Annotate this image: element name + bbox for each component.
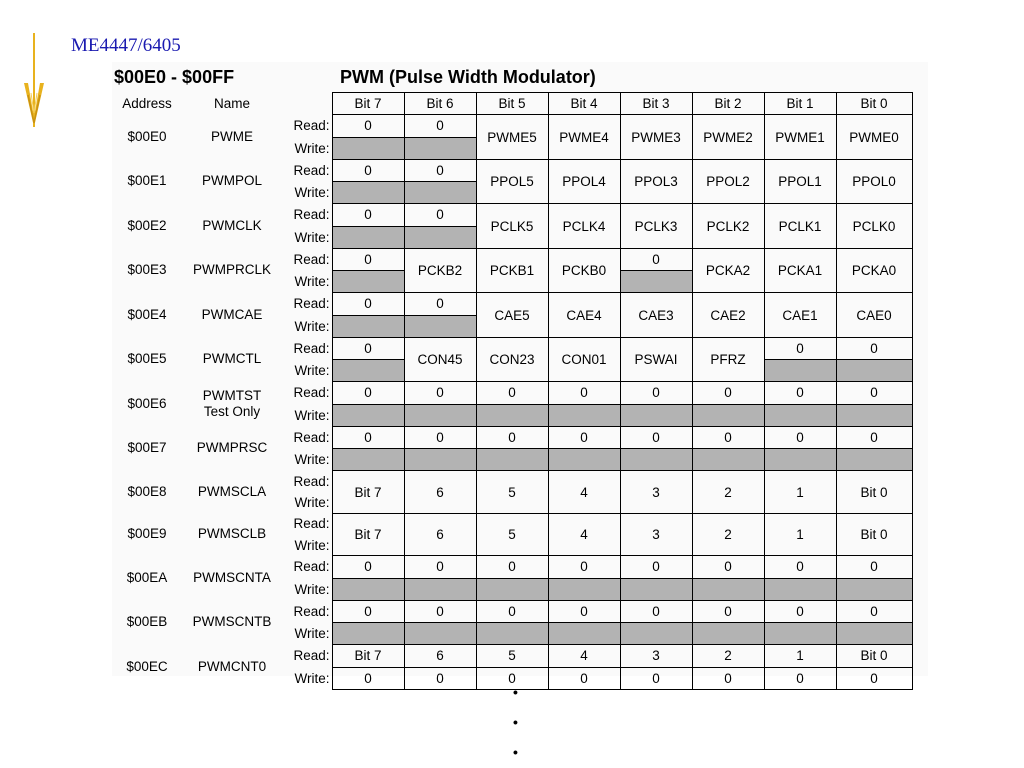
bit-read-cell: 0: [836, 600, 912, 622]
bit-read-cell: 0: [332, 337, 404, 359]
bit-read-cell: 1: [764, 645, 836, 667]
register-read-row: [112, 471, 912, 492]
bit-field-cell: 1: [764, 471, 836, 514]
bit-field-cell: PWME3: [620, 115, 692, 160]
bit-field-cell: PCKB1: [476, 248, 548, 293]
bit-field-cell: PSWAI: [620, 337, 692, 382]
bit-header: Bit 1: [764, 93, 836, 115]
bit-read-cell: 0: [692, 382, 764, 404]
register-name-text: PWMSCNTA: [193, 569, 271, 585]
write-label: Write:: [294, 495, 330, 511]
bit-write-cell-reserved: [476, 449, 548, 471]
register-address: $00E7: [127, 440, 167, 456]
register-name-text: PWMSCNTB: [192, 614, 272, 630]
register-name-text: PWMCLK: [202, 217, 262, 233]
name-header: Name: [213, 95, 250, 111]
read-label: Read:: [293, 648, 330, 664]
bit-read-cell: 0: [332, 426, 404, 448]
register-read-row: [112, 382, 912, 404]
register-address: $00E1: [127, 173, 167, 189]
register-address: $00EA: [126, 569, 168, 585]
bit-read-cell: 2: [692, 645, 764, 667]
bit-write-cell-reserved: [836, 360, 912, 382]
bit-field-cell: PCKB0: [548, 248, 620, 293]
read-label: Read:: [293, 207, 330, 223]
bit-write-cell-reserved: [620, 271, 692, 293]
bit-write-cell-reserved: [836, 404, 912, 426]
register-name: [182, 513, 282, 556]
bit-field-cell: PPOL3: [620, 159, 692, 204]
bit-field-cell: 1: [764, 513, 836, 556]
register-address: $00E4: [127, 306, 167, 322]
register-address: $00E3: [127, 262, 167, 278]
bit-read-cell: 0: [692, 426, 764, 448]
bit-write-cell-reserved: [332, 449, 404, 471]
write-label: Write:: [294, 537, 330, 553]
read-label: Read:: [293, 473, 330, 489]
bit-header: Bit 6: [404, 93, 476, 115]
bit-field-cell: PPOL4: [548, 159, 620, 204]
register-name: [182, 471, 282, 514]
bit-write-cell-reserved: [620, 623, 692, 645]
bit-write-cell-reserved: [404, 137, 476, 159]
bit-field-cell: PCKB2: [404, 248, 476, 293]
read-label: Read:: [293, 162, 330, 178]
bit-write-cell-reserved: [548, 623, 620, 645]
bit-field-cell: PCLK3: [620, 204, 692, 249]
bit-field-cell: Bit 0: [836, 471, 912, 514]
bit-write-cell-reserved: [332, 315, 404, 337]
bit-read-cell: 0: [404, 382, 476, 404]
register-name: [182, 248, 282, 293]
bit-field-cell: PPOL1: [764, 159, 836, 204]
bit-header: Bit 0: [836, 93, 912, 115]
register-name: [182, 204, 282, 249]
register-rows: [112, 115, 912, 690]
bit-write-cell: 0: [332, 667, 404, 689]
read-label: Read:: [293, 118, 330, 134]
register-name: [182, 159, 282, 204]
register-name-note: Test Only: [203, 404, 261, 419]
rw-header: [282, 93, 332, 115]
continuation-dot: •: [513, 744, 518, 760]
bit-field-cell: PWME5: [476, 115, 548, 160]
bit-read-cell: 6: [404, 645, 476, 667]
write-label: Write:: [294, 318, 330, 334]
write-label: Write:: [294, 229, 330, 245]
bit-field-cell: 4: [548, 513, 620, 556]
bit-read-cell: 0: [332, 600, 404, 622]
bit-field-cell: CAE2: [692, 293, 764, 338]
bit-read-cell: 0: [404, 556, 476, 578]
bit-read-cell: 0: [836, 382, 912, 404]
bit-field-cell: PCLK1: [764, 204, 836, 249]
bit-write-cell-reserved: [404, 578, 476, 600]
bit-field-cell: 6: [404, 513, 476, 556]
register-address: $00E2: [127, 217, 167, 233]
read-label: Read:: [293, 251, 330, 267]
table-header-row: [112, 93, 912, 115]
bit-read-cell: 0: [692, 600, 764, 622]
bit-field-cell: PCKA1: [764, 248, 836, 293]
bit-read-cell: 0: [764, 556, 836, 578]
bit-read-cell: 0: [764, 600, 836, 622]
write-label: Write:: [294, 140, 330, 156]
bit-write-cell-reserved: [476, 404, 548, 426]
register-read-row: [112, 293, 912, 315]
bit-read-cell: 0: [620, 600, 692, 622]
course-title: ME4447/6405: [71, 35, 181, 56]
register-name-text: PWMPOL: [201, 173, 262, 189]
bit-read-cell: 0: [404, 293, 476, 315]
bit-write-cell-reserved: [332, 578, 404, 600]
register-read-row: [112, 248, 912, 270]
bit-field-cell: 2: [692, 471, 764, 514]
bit-field-cell: 2: [692, 513, 764, 556]
write-label: Write:: [294, 274, 330, 290]
bit-read-cell: 0: [620, 426, 692, 448]
bit-field-cell: PCKA2: [692, 248, 764, 293]
register-read-row: [112, 426, 912, 448]
bit-read-cell: 0: [764, 337, 836, 359]
bit-write-cell: 0: [476, 667, 548, 689]
bit-write-cell-reserved: [548, 404, 620, 426]
bit-field-cell: PWME2: [692, 115, 764, 160]
register-read-row: [112, 159, 912, 181]
bit-field-cell: PPOL2: [692, 159, 764, 204]
bit-header: Bit 7: [332, 93, 404, 115]
bit-field-cell: Bit 7: [332, 513, 404, 556]
bit-write-cell-reserved: [692, 623, 764, 645]
bit-write-cell-reserved: [476, 623, 548, 645]
bit-write-cell-reserved: [332, 182, 404, 204]
bit-write-cell: 0: [404, 667, 476, 689]
register-name: [182, 600, 282, 645]
bit-read-cell: 0: [404, 159, 476, 181]
read-label: Read:: [293, 340, 330, 356]
bit-read-cell: 0: [620, 382, 692, 404]
bit-write-cell-reserved: [332, 404, 404, 426]
bit-read-cell: 0: [476, 426, 548, 448]
bit-write-cell: 0: [620, 667, 692, 689]
register-read-row: [112, 204, 912, 226]
read-label: Read:: [293, 516, 330, 532]
bit-read-cell: 0: [332, 293, 404, 315]
bit-read-cell: 0: [476, 556, 548, 578]
bit-read-cell: 0: [404, 426, 476, 448]
register-read-row: [112, 513, 912, 534]
bit-field-cell: PPOL5: [476, 159, 548, 204]
bit-read-cell: 3: [620, 645, 692, 667]
bit-read-cell: 0: [404, 115, 476, 137]
bit-read-cell: 0: [692, 556, 764, 578]
bit-write-cell-reserved: [764, 623, 836, 645]
bit-write-cell-reserved: [404, 623, 476, 645]
bit-write-cell-reserved: [692, 578, 764, 600]
bit-field-cell: Bit 0: [836, 513, 912, 556]
bit-read-cell: 0: [764, 426, 836, 448]
write-label: Write:: [294, 363, 330, 379]
bit-read-cell: 0: [332, 382, 404, 404]
address-header: Address: [122, 95, 172, 111]
bit-write-cell-reserved: [764, 449, 836, 471]
read-label: Read:: [293, 559, 330, 575]
bit-write-cell-reserved: [692, 449, 764, 471]
bit-field-cell: PCLK0: [836, 204, 912, 249]
bit-field-cell: CAE4: [548, 293, 620, 338]
register-name-text: PWMSCLA: [197, 483, 267, 499]
bit-write-cell-reserved: [548, 449, 620, 471]
register-name: [182, 382, 282, 427]
bit-read-cell: 0: [548, 426, 620, 448]
bit-write-cell-reserved: [836, 449, 912, 471]
register-address: $00E0: [127, 128, 167, 144]
bit-field-cell: CON23: [476, 337, 548, 382]
bit-read-cell: 0: [764, 382, 836, 404]
bit-write-cell-reserved: [620, 404, 692, 426]
register-address: $00E6: [127, 395, 167, 411]
bit-read-cell: 0: [332, 248, 404, 270]
bit-field-cell: Bit 7: [332, 471, 404, 514]
bit-write-cell-reserved: [692, 404, 764, 426]
bit-read-cell: 0: [548, 382, 620, 404]
bit-write-cell: 0: [836, 667, 912, 689]
bit-field-cell: PCLK5: [476, 204, 548, 249]
bit-field-cell: PWME0: [836, 115, 912, 160]
bit-field-cell: PPOL0: [836, 159, 912, 204]
bit-field-cell: PCLK2: [692, 204, 764, 249]
read-label: Read:: [293, 296, 330, 312]
register-name-text: PWMPRSC: [196, 440, 268, 456]
register-address: $00E9: [127, 526, 167, 542]
bit-read-cell: 0: [476, 382, 548, 404]
register-read-row: [112, 337, 912, 359]
continuation-dot: •: [513, 714, 518, 730]
bit-field-cell: PCLK4: [548, 204, 620, 249]
bit-write-cell-reserved: [404, 182, 476, 204]
write-label: Write:: [294, 452, 330, 468]
bit-write-cell-reserved: [404, 449, 476, 471]
bit-write-cell-reserved: [548, 578, 620, 600]
bit-read-cell: 0: [332, 556, 404, 578]
write-label: Write:: [294, 581, 330, 597]
read-label: Read:: [293, 385, 330, 401]
register-table: [112, 92, 913, 690]
bit-write-cell-reserved: [836, 578, 912, 600]
bit-read-cell: 0: [548, 600, 620, 622]
register-read-row: [112, 600, 912, 622]
bit-read-cell: 4: [548, 645, 620, 667]
read-label: Read:: [293, 603, 330, 619]
bit-write-cell: 0: [692, 667, 764, 689]
bit-write-cell-reserved: [404, 404, 476, 426]
register-name: [182, 426, 282, 471]
register-name-text: PWMTST: [202, 387, 262, 403]
gt-logo-icon: [22, 33, 46, 127]
bit-read-cell: 0: [332, 159, 404, 181]
bit-header: Bit 2: [692, 93, 764, 115]
register-name: [182, 645, 282, 690]
bit-write-cell-reserved: [404, 226, 476, 248]
register-name: [182, 293, 282, 338]
bit-field-cell: CON01: [548, 337, 620, 382]
bit-write-cell: 0: [548, 667, 620, 689]
bit-field-cell: 3: [620, 471, 692, 514]
bit-write-cell-reserved: [332, 271, 404, 293]
bit-read-cell: 0: [836, 337, 912, 359]
register-name: [182, 115, 282, 160]
register-name-text: PWMCAE: [201, 306, 263, 322]
bit-write-cell-reserved: [476, 578, 548, 600]
bit-write-cell-reserved: [764, 360, 836, 382]
bit-field-cell: CAE1: [764, 293, 836, 338]
bit-field-cell: PWME1: [764, 115, 836, 160]
register-read-row: [112, 115, 912, 137]
bit-write-cell-reserved: [404, 315, 476, 337]
bit-field-cell: CAE5: [476, 293, 548, 338]
register-address: $00E8: [127, 483, 167, 499]
register-name-text: PWME: [211, 128, 253, 144]
bit-field-cell: PCKA0: [836, 248, 912, 293]
bit-field-cell: PWME4: [548, 115, 620, 160]
bit-read-cell: 0: [332, 115, 404, 137]
register-address: $00EC: [126, 658, 168, 674]
bit-header: Bit 5: [476, 93, 548, 115]
bit-field-cell: 4: [548, 471, 620, 514]
register-address: $00E5: [127, 351, 167, 367]
bit-read-cell: 0: [620, 248, 692, 270]
register-name-text: PWMPRCLK: [192, 262, 271, 278]
bit-write-cell-reserved: [332, 226, 404, 248]
bit-read-cell: Bit 7: [332, 645, 404, 667]
bit-read-cell: 0: [476, 600, 548, 622]
bit-write-cell-reserved: [332, 623, 404, 645]
address-range-title: $00E0 - $00FF: [114, 67, 235, 87]
bit-write-cell-reserved: [620, 449, 692, 471]
continuation-dot: •: [513, 684, 518, 700]
bit-field-cell: PFRZ: [692, 337, 764, 382]
bit-write-cell-reserved: [836, 623, 912, 645]
bit-read-cell: 0: [404, 204, 476, 226]
bit-write-cell-reserved: [764, 578, 836, 600]
bit-read-cell: 0: [836, 556, 912, 578]
bit-header: Bit 4: [548, 93, 620, 115]
bit-field-cell: 5: [476, 471, 548, 514]
bit-read-cell: 0: [404, 600, 476, 622]
bit-read-cell: 0: [836, 426, 912, 448]
register-name: [182, 337, 282, 382]
bit-read-cell: 0: [620, 556, 692, 578]
bit-read-cell: 0: [548, 556, 620, 578]
bit-header: Bit 3: [620, 93, 692, 115]
bit-field-cell: CAE0: [836, 293, 912, 338]
register-read-row: [112, 556, 912, 578]
bit-read-cell: Bit 0: [836, 645, 912, 667]
write-label: Write:: [294, 407, 330, 423]
bit-write-cell-reserved: [332, 137, 404, 159]
register-name-text: PWMCNT0: [197, 658, 267, 674]
write-label: Write:: [294, 626, 330, 642]
register-name: [182, 556, 282, 601]
bit-field-cell: CON45: [404, 337, 476, 382]
bit-read-cell: 0: [332, 204, 404, 226]
bit-write-cell-reserved: [620, 578, 692, 600]
register-address: $00EB: [126, 614, 168, 630]
bit-read-cell: 5: [476, 645, 548, 667]
bit-write-cell-reserved: [764, 404, 836, 426]
write-label: Write:: [294, 670, 330, 686]
bit-write-cell-reserved: [332, 360, 404, 382]
bit-field-cell: 3: [620, 513, 692, 556]
bit-field-cell: CAE3: [620, 293, 692, 338]
bit-field-cell: 5: [476, 513, 548, 556]
bit-field-cell: 6: [404, 471, 476, 514]
bit-write-cell: 0: [764, 667, 836, 689]
register-name-text: PWMSCLB: [197, 526, 267, 542]
module-title: PWM (Pulse Width Modulator): [340, 67, 596, 87]
write-label: Write:: [294, 185, 330, 201]
register-name-text: PWMCTL: [202, 351, 262, 367]
register-read-row: [112, 645, 912, 667]
read-label: Read:: [293, 429, 330, 445]
